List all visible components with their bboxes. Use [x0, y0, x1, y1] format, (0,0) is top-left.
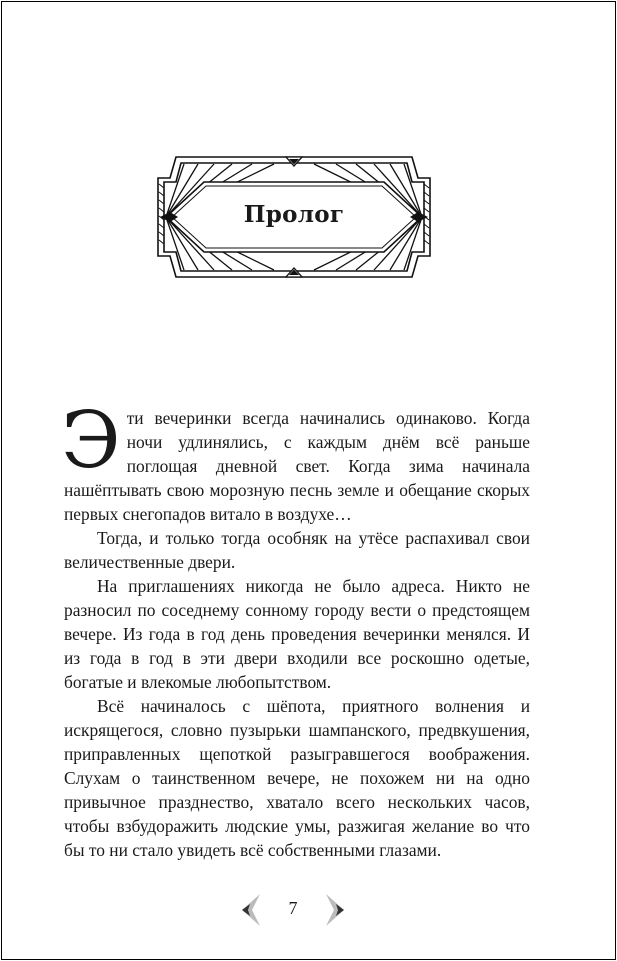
paragraph-1: [61, 396, 530, 526]
drop-cap: Э: [61, 396, 121, 486]
paragraph-3: На приглашениях никогда не было адреса. Никто не разносил по соседнему сонному городу вести о предстоящем вечере. Из года в год день проведения вечеринки менялся. И из года в год в эти двери входили все роскошно одетые, богатые и влекомые любопытством.: [64, 576, 530, 692]
paragraph-2: Тогда, и только тогда особняк на утёсе распахивал свои величественные двери.: [64, 528, 530, 572]
body-text: [61, 396, 530, 862]
book-page: [1, 1, 616, 960]
page-number: 7: [288, 898, 298, 918]
page-footer: [238, 892, 348, 928]
paragraph-1-text: ти вечеринки всегда начинались одинаково. Когда ночи удлинялись, с каждым днём всё раньше поглощая дневной свет. Когда зима начинала нашёптывать свою морозную песнь земле и обещание скорых первых снегопадов витало в воздухе…: [64, 408, 530, 524]
chapter-title-frame: [156, 154, 432, 280]
paragraph-4: Всё начиналось с шёпота, приятного волнения и искрящегося, словно пузырьки шампанского, предвкушения, приправленных щепоткой разыгравшегося воображения. Слухам о таинственном вечере, не похожем ни на одно привычное празднество, хватало всего нескольких часов, чтобы взбудоражить людские умы, разжигая желание во что бы то ни стало увидеть всё собственными глазами.: [64, 696, 530, 860]
chapter-title: Пролог: [234, 200, 354, 230]
